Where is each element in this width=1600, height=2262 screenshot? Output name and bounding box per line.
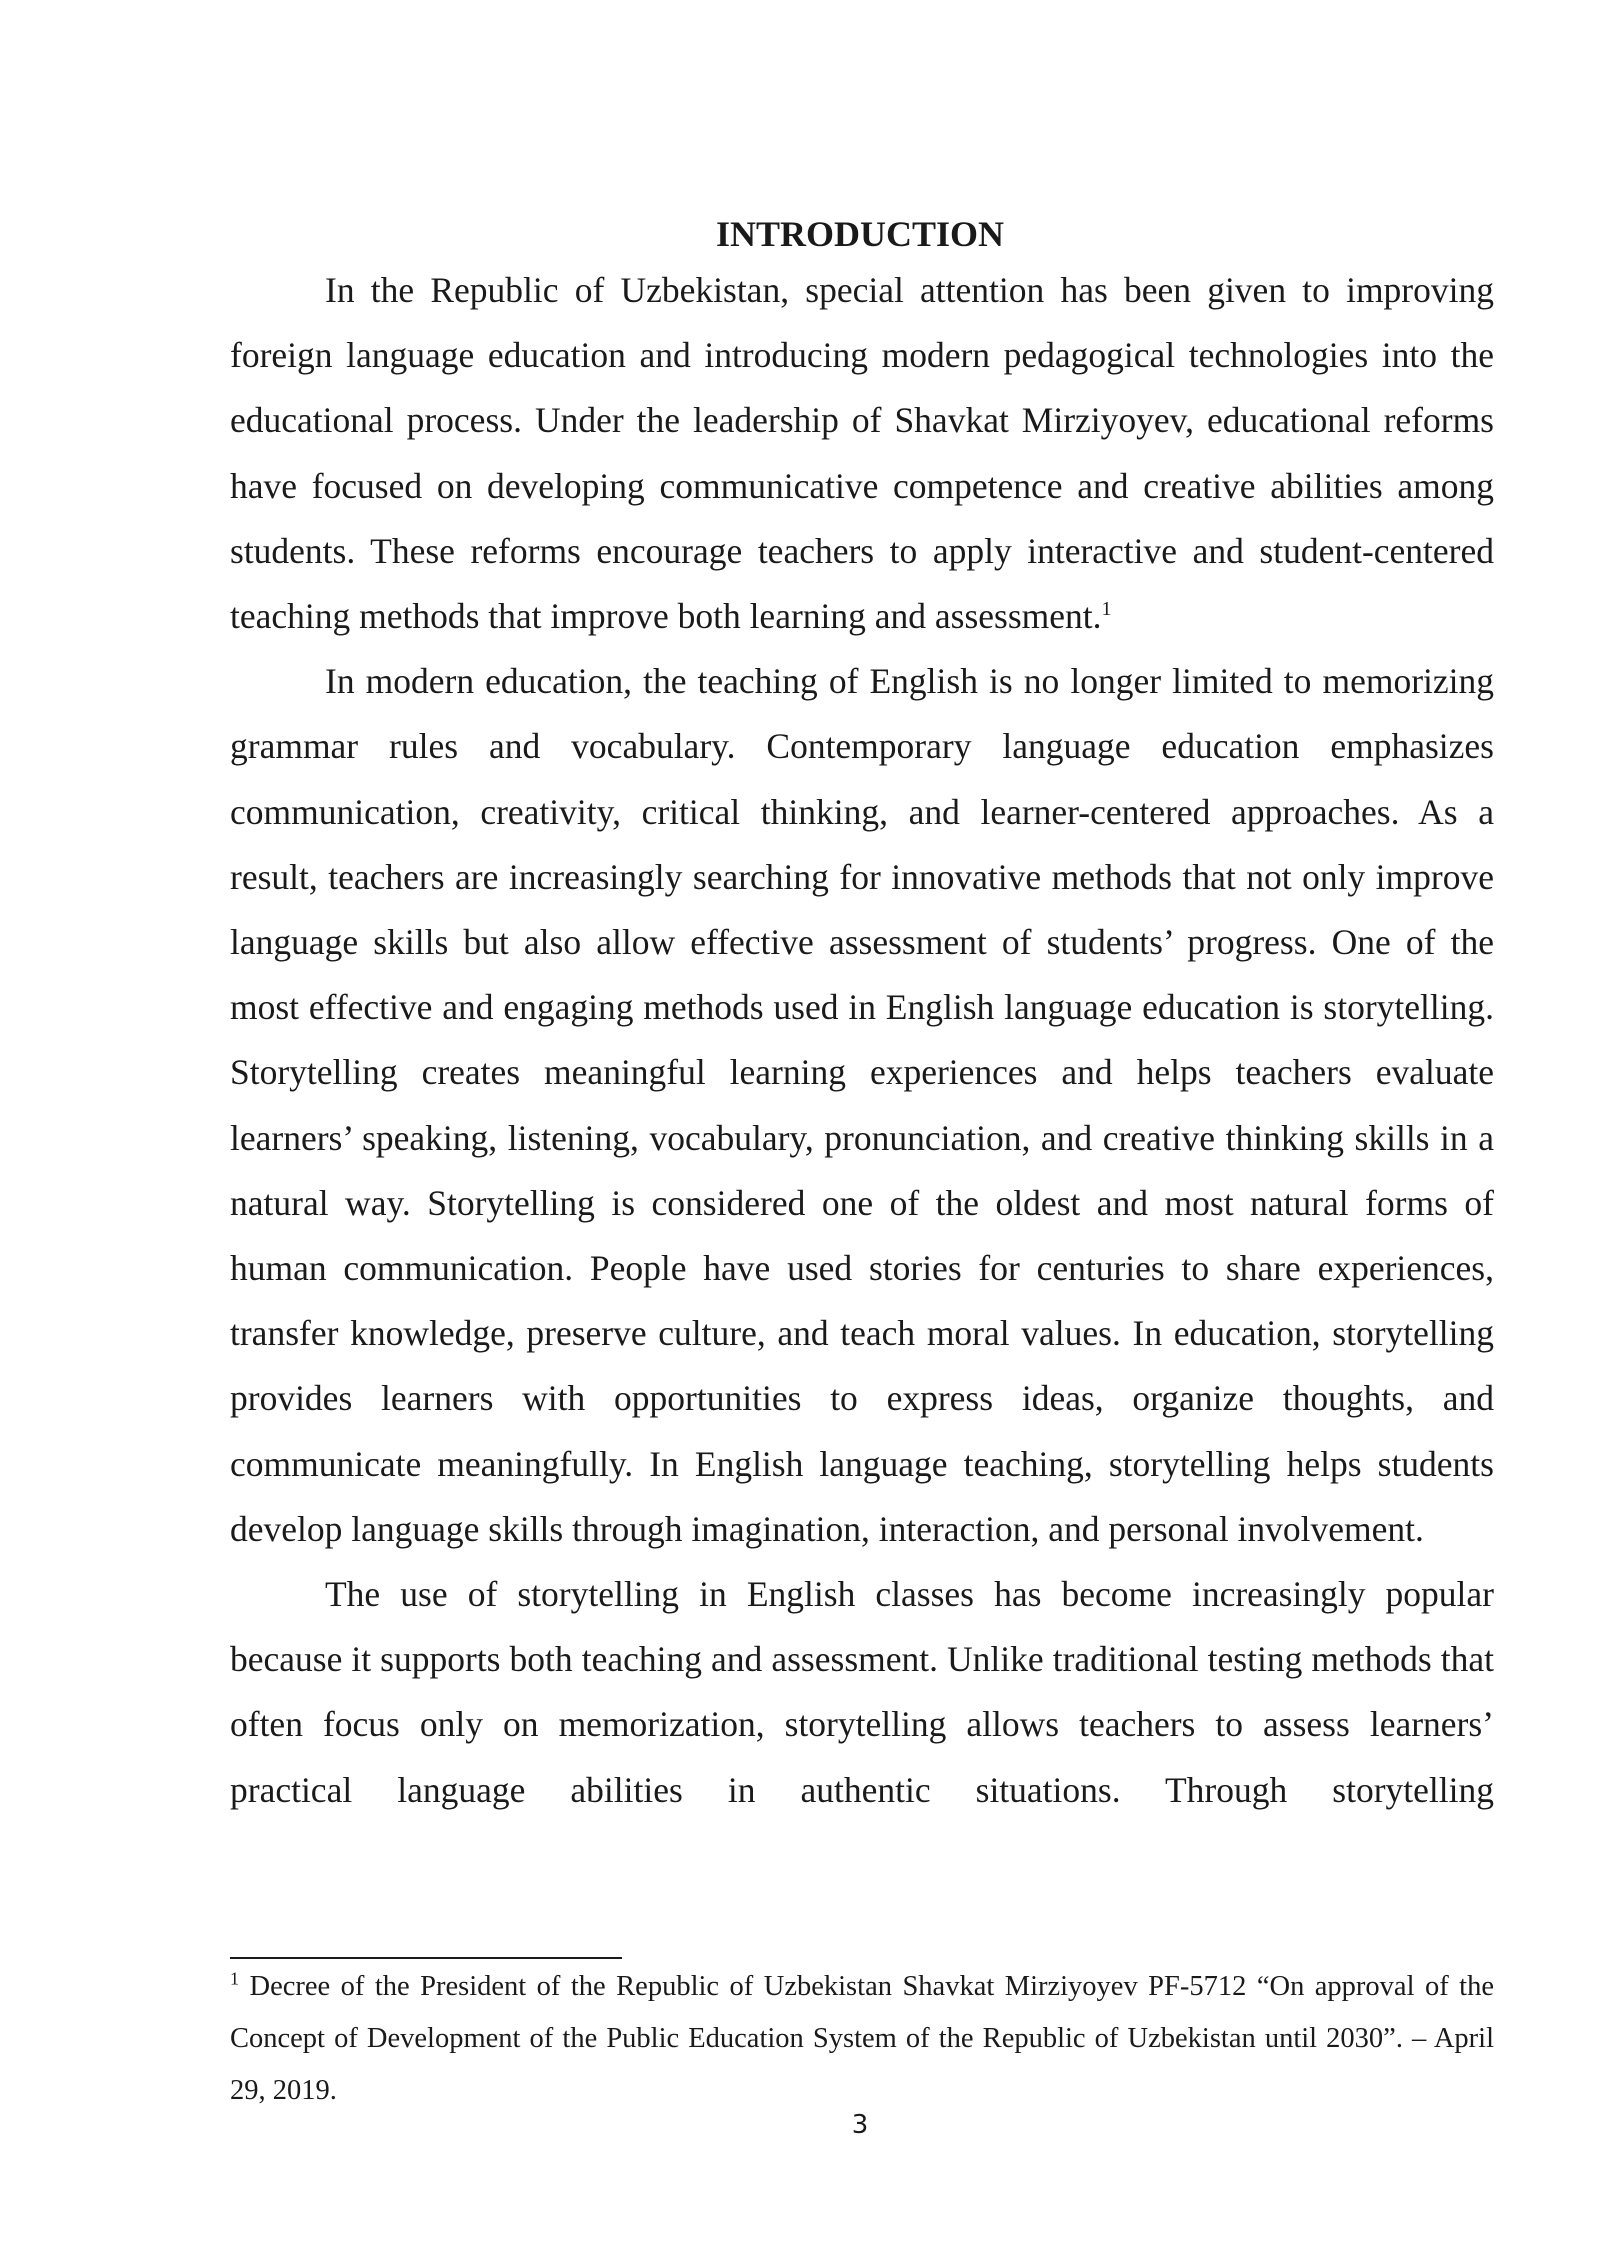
footnote-number: 1: [230, 1968, 239, 1989]
paragraph-2-text: In modern education, the teaching of English is no longer limited to memorizing grammar rules and vocabulary. Contemporary language education emphasizes communication, creativity, critical thinking, and learner-centered approaches. As a result, teachers are increasingly searching for innovative methods that not only improve language skills but also allow effective assessment of students’ progress. One of the most effective and engaging methods used in English language education is storytelling. Storytelling creates meaningful learning experiences and helps teachers evaluate learners’ speaking, listening, vocabulary, pronunciation, and creative thinking skills in a natural way. Storytelling is considered one of the oldest and most natural forms of human communication. People have used stories for centuries to share experiences, transfer knowledge, preserve culture, and teach moral values. In education, storytelling provides learners with opportunities to express ideas, organize thoughts, and communicate meaningfully. In English language teaching, storytelling helps students develop language skills through imagination, interaction, and personal involvement.: [230, 661, 1494, 1549]
body-text: [230, 258, 1494, 1823]
page-number: 3: [851, 2110, 869, 2140]
footnote: [230, 1961, 1494, 2117]
paragraph-2: [230, 649, 1494, 1562]
footnote-separator: [230, 1957, 622, 1959]
paragraph-1-text: In the Republic of Uzbekistan, special attention has been given to improving foreign language education and introducing modern pedagogical technologies into the educational process. Under the leadership of Shavkat Mirziyoyev, educational reforms have focused on developing communicative competence and creative abilities among students. These reforms encourage teachers to apply interactive and student-centered teaching methods that improve both learning and assessment.: [230, 270, 1494, 637]
paragraph-1: [230, 258, 1494, 649]
footnote-reference: 1: [1101, 598, 1112, 621]
page-title: INTRODUCTION: [715, 214, 1005, 254]
paragraph-3: [230, 1562, 1494, 1823]
footnote-text: Decree of the President of the Republic of Uzbekistan Shavkat Mirziyoyev PF-5712 “On approval of the Concept of Development of the Public Education System of the Republic of Uzbekistan until 2030”. – April 29, 2019.: [230, 1971, 1494, 2106]
paragraph-3-text: The use of storytelling in English classes has become increasingly popular because it supports both teaching and assessment. Unlike traditional testing methods that often focus only on memorization, storytelling allows teachers to assess learners’ practical language abilities in authentic situations. Through storytelling: [230, 1574, 1494, 1810]
